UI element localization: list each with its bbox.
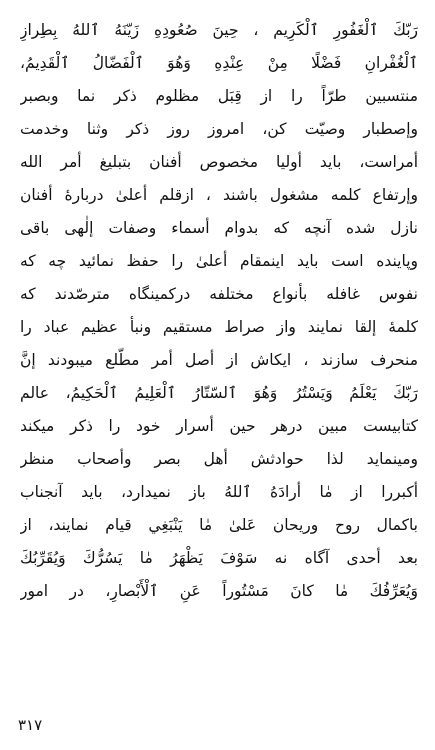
- text-line: وَيُعَرِّفُكَ مٰا كانَ مَسْتُوراً عَنِ ٱلْأَبْصارِ، در امور: [20, 582, 418, 600]
- page-number: ٣١٧: [18, 716, 43, 734]
- text-line: منحرف سازند ، ایکاش از أصل أمر مطّلع میبودند إنَّ: [20, 351, 418, 369]
- text-line: منتسبین طرّاً را از قِبَل مظلوم ذکر نما وبصبر: [20, 87, 418, 105]
- text-line: أمراست، باید أولیا مخصوص أفنان بتبلیغ أمر الله: [20, 153, 418, 171]
- text-line: أکبررا از مٰا أرادَهُ ٱللهُ باز نمیدارد، باید آنجناب: [20, 483, 418, 501]
- text-line: رَبّكَ ٱلْغَفُورِ ٱلْكَرِيم ، حِينَ صُعُودِهِ زَيّنَهُ ٱللهُ بِطِرازِ: [20, 21, 418, 39]
- text-line: ومینماید لذا حوادثش أهل بصر وأصحاب منظر: [20, 450, 418, 468]
- text-line: وپاینده است باید اینمقام أعلیٰ را حفظ نمائید چه که: [20, 252, 418, 270]
- text-line: کتابیست مبین درهر حین أسرار خود را ذکر میکند: [20, 417, 418, 435]
- text-line: کلمهٔ إلقا نمایند واز صراط مستقیم ونبأ عظیم عباد را: [20, 318, 418, 336]
- text-line: بعد أحدی آگاه نه سَوْفَ يَظْهَرُ مٰا يَسُرُّكَ وَيُقَرِّبُكَ: [20, 549, 418, 567]
- text-line: باکمال روح وریحان عَلیٰ مٰا يَنْبَغِي قیام نمایند، از: [20, 516, 418, 534]
- text-line: وإصطبار وصیّت کن، امروز روز ذکر وثنا وخدمت: [20, 120, 418, 138]
- text-block: [20, 14, 418, 608]
- text-line: ٱلْغُفْرانِ فَضْلًا مِنْ عِنْدِهِ وَهُوَ ٱلْفَضّالُ ٱلْقَدِيمُ،: [20, 54, 418, 72]
- text-line: رَبّكَ يَعْلَمُ وَيَسْتُرُ وَهُوَ ٱلسّتّارُ ٱلْعَلِيمُ ٱلْحَكِيمُ، عالم: [20, 384, 418, 402]
- text-line: نازل شده آنچه که بدوام أسماء وصفات إلٰهی باقی: [20, 219, 418, 237]
- text-line: نفوس غافله بأنواع مختلفه درکمینگاه مترصّدند که: [20, 285, 418, 303]
- text-line: وإرتفاع کلمه مشغول باشند ، ازقلم أعلیٰ درباره‌ٔ أفنان: [20, 186, 418, 204]
